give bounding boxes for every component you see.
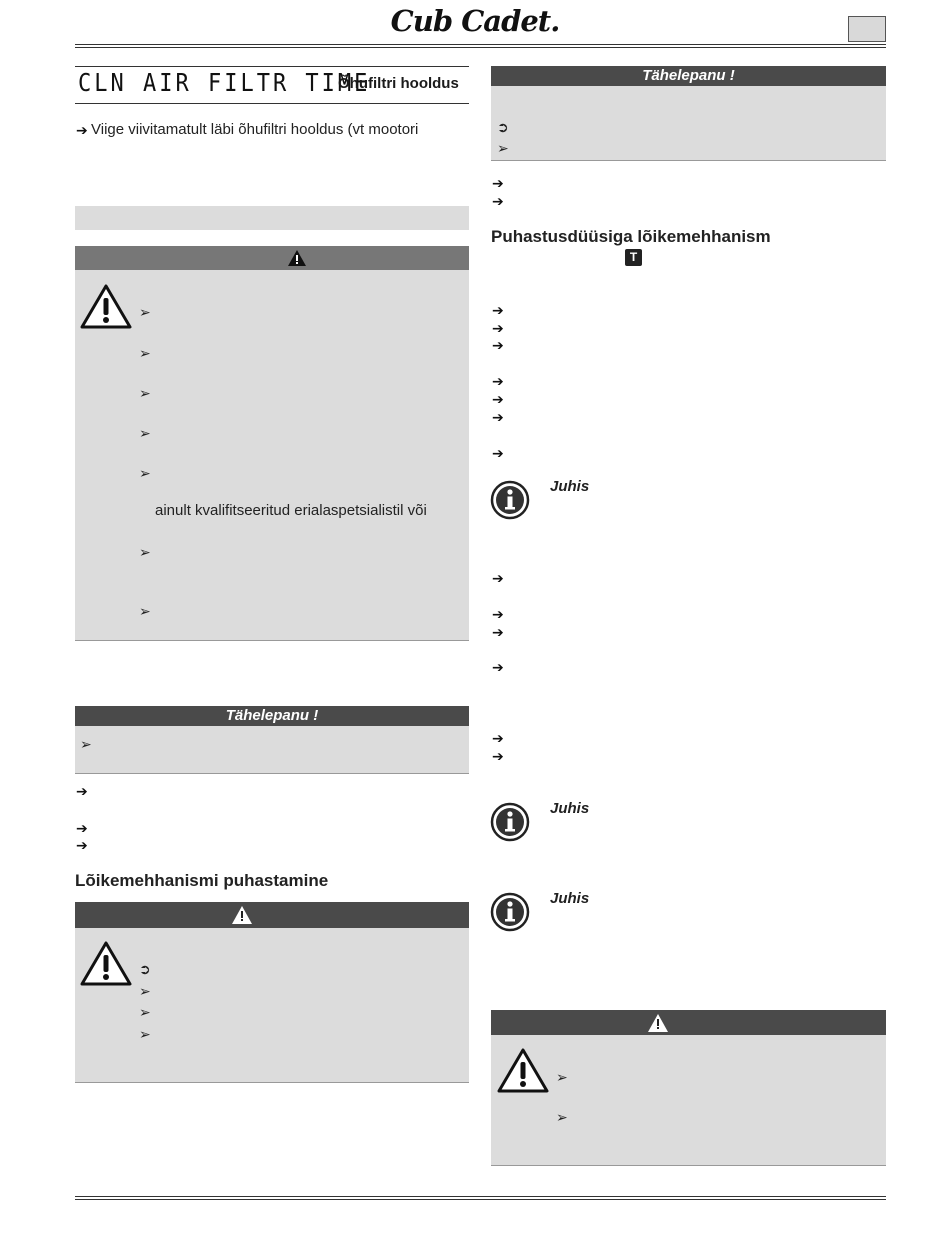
arrow-icon: ➔ xyxy=(76,820,88,836)
result-icon: ➲ xyxy=(497,119,509,135)
title-rule-top xyxy=(75,66,469,67)
arrow-icon: ➔ xyxy=(492,175,504,191)
warning-triangle-icon xyxy=(497,1047,549,1093)
arrow-icon: ➔ xyxy=(492,659,504,675)
empty-band xyxy=(75,206,469,230)
warning-triangle-icon xyxy=(80,940,132,986)
header-rule-2 xyxy=(75,47,886,48)
footer-rule xyxy=(75,1196,886,1197)
warning-icon xyxy=(647,1013,669,1033)
arrow-icon: ➔ xyxy=(492,337,504,353)
bullet-icon: ➢ xyxy=(80,736,92,752)
warning-box-rule xyxy=(75,1082,469,1083)
warning-box-body xyxy=(491,1035,886,1165)
nozzle-heading: Puhastusdüüsiga lõikemehhanism xyxy=(491,227,771,246)
arrow-icon: ➔ xyxy=(76,122,88,138)
page-number-box xyxy=(848,16,886,42)
warning-icon xyxy=(287,249,307,267)
bullet-icon: ➢ xyxy=(139,544,151,560)
model-badge: T xyxy=(625,249,642,266)
warning-header xyxy=(491,1010,886,1035)
air-filter-instruction: Viige viivitamatult läbi õhufiltri hooldus (vt mootori xyxy=(91,121,419,138)
warning-box-rule xyxy=(491,1165,886,1166)
arrow-icon: ➔ xyxy=(492,302,504,318)
bullet-icon: ➢ xyxy=(139,425,151,441)
bullet-icon: ➢ xyxy=(556,1109,568,1125)
title-rule-bottom xyxy=(75,103,469,104)
footer-rule-2 xyxy=(75,1199,886,1200)
warning-box-body xyxy=(75,928,469,1082)
cleaning-heading: Lõikemehhanismi puhastamine xyxy=(75,871,329,890)
bullet-icon: ➢ xyxy=(556,1069,568,1085)
juhis-label: Juhis xyxy=(550,478,590,495)
note-header: Tähelepanu ! xyxy=(491,66,886,86)
bullet-icon: ➢ xyxy=(139,603,151,619)
bullet-icon: ➢ xyxy=(139,345,151,361)
bullet-icon: ➢ xyxy=(139,465,151,481)
brand-logo: Cub Cadet. xyxy=(390,4,560,38)
bullet-icon: ➢ xyxy=(139,304,151,320)
display-code: CLN AIR FILTR TIME xyxy=(78,69,371,98)
note-box-rule xyxy=(491,160,886,161)
arrow-icon: ➔ xyxy=(492,730,504,746)
note-header: Tähelepanu ! xyxy=(75,706,469,726)
arrow-icon: ➔ xyxy=(492,570,504,586)
info-icon xyxy=(490,892,530,932)
arrow-icon: ➔ xyxy=(492,193,504,209)
note-box-body xyxy=(491,86,886,160)
note-box-body xyxy=(75,726,469,773)
header-rule xyxy=(75,44,886,45)
juhis-label: Juhis xyxy=(550,890,590,907)
warning-header xyxy=(75,246,469,270)
result-icon: ➲ xyxy=(139,961,151,977)
arrow-icon: ➔ xyxy=(76,837,88,853)
bullet-icon: ➢ xyxy=(139,1026,151,1042)
arrow-icon: ➔ xyxy=(492,606,504,622)
note-box-rule xyxy=(75,773,469,774)
warning-box-rule xyxy=(75,640,469,641)
warning-text: ainult kvalifitseeritud erialaspetsialistil või xyxy=(155,502,427,519)
arrow-icon: ➔ xyxy=(492,320,504,336)
warning-triangle-icon xyxy=(80,283,132,329)
arrow-icon: ➔ xyxy=(492,373,504,389)
arrow-icon: ➔ xyxy=(492,748,504,764)
bullet-icon: ➢ xyxy=(139,983,151,999)
arrow-icon: ➔ xyxy=(76,783,88,799)
warning-box-body xyxy=(75,270,469,640)
warning-header xyxy=(75,902,469,928)
bullet-icon: ➢ xyxy=(497,140,509,156)
arrow-icon: ➔ xyxy=(492,391,504,407)
juhis-label: Juhis xyxy=(550,800,590,817)
info-icon xyxy=(490,802,530,842)
bullet-icon: ➢ xyxy=(139,385,151,401)
bullet-icon: ➢ xyxy=(139,1004,151,1020)
arrow-icon: ➔ xyxy=(492,624,504,640)
arrow-icon: ➔ xyxy=(492,409,504,425)
arrow-icon: ➔ xyxy=(492,445,504,461)
warning-icon xyxy=(231,905,253,925)
info-icon xyxy=(490,480,530,520)
section-title: Õhufiltri hooldus xyxy=(338,75,459,92)
